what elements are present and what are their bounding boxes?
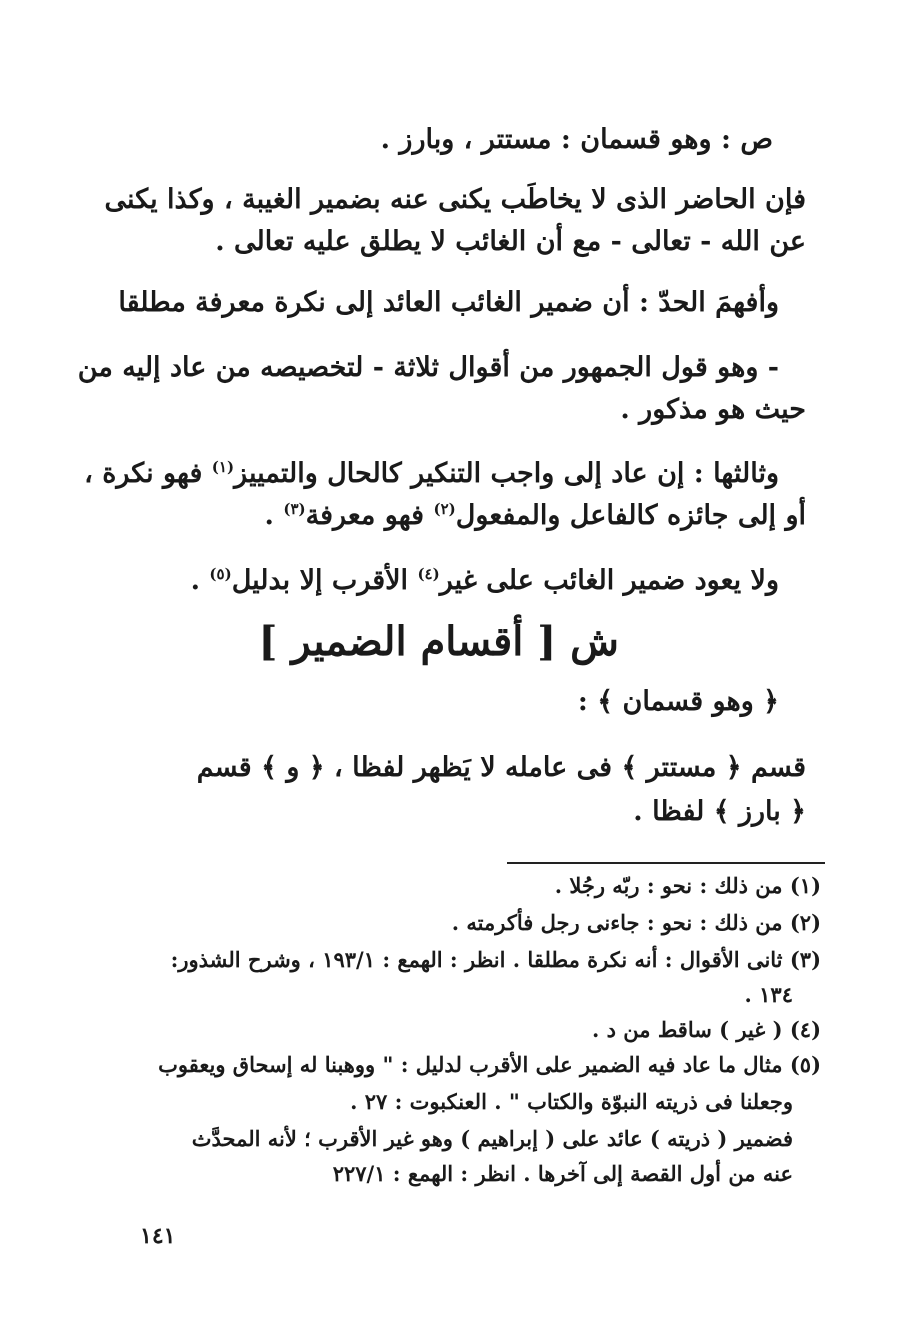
p5-text-c: . [190,565,200,596]
footnote-5-line-2: وجعلنا فى ذريته النبوّة والكتاب " . العنكبوت : ٢٧ . [350,1089,793,1114]
paragraph-7-line-2 [633,796,806,827]
p7-text-a: قسم [751,752,806,783]
footnote-5-line-4: عنه من أول القصة إلى آخرها . انظر : الهمع : ٢٢٧/١ [332,1161,793,1186]
paragraph-2-bold: وأفهمَ الحدّ [658,287,779,318]
p7-text-e: قسم [196,752,252,783]
footnote-ref-4: (٤) [417,565,440,583]
footnote-ref-2: (٢) [433,500,456,518]
p6-text: : [577,686,588,717]
paragraph-2 [118,287,779,318]
footnote-5-line-3: فضمير ( ذريته ) عائد على ( إبراهيم ) وهو غير الأقرب ؛ لأنه المحدَّث [191,1126,793,1151]
p4-text-a2: فهو نكرة ، [84,458,203,489]
p7-text-c: فى عامله لا يَظهر لفظا ، [334,752,613,783]
p7-text-g: لفظا . [633,796,705,827]
matn-marker: ص [740,124,773,155]
p7-bold-b: ﴿ مستتر ﴾ [621,752,742,783]
p5-bold: ولا يعود [694,565,779,596]
section-heading [258,618,619,665]
p4-text-b1: أو إلى جائزه كالفاعل والمفعول [455,500,806,531]
paragraph-4-line-2 [265,500,806,531]
footnote-divider [507,862,825,864]
footnote-ref-3: (٣) [283,500,306,518]
footnote-4: (٤) ( غير ) ساقط من د . [592,1017,821,1042]
paragraph-5 [191,565,779,596]
p4-text-b3: . [264,500,274,531]
text-line-1 [381,124,773,155]
paragraph-4-line-1 [84,458,779,489]
p4-text-a1: وثالثها : إن عاد إلى واجب التنكير كالحال والتمييز [234,458,779,489]
p5-text-b: الأقرب إلا بدليل [231,565,409,596]
paragraph-1-line-2: عن الله - تعالى - مع أن الغائب لا يطلق عليه تعالى . [215,226,806,257]
footnote-2: (٢) من ذلك : نحو : جاءنى رجل فأكرمته . [451,910,821,935]
paragraph-3-line-2: حيث هو مذكور . [620,394,806,425]
p6-bold: ﴿ وهو قسمان ﴾ [597,686,779,717]
paragraph-6 [578,686,779,717]
footnote-ref-5: (٥) [209,565,232,583]
footnote-3-line-1: (٣) ثانى الأقوال : أنه نكرة مطلقا . انظر : الهمع : ١٩٣/١ ، وشرح الشذور: [170,947,821,972]
sharh-marker: ش [570,618,619,665]
footnote-ref-1: (١) [211,458,235,476]
page-number: ١٤١ [140,1223,176,1249]
p4-text-b2: فهو معرفة [305,500,425,531]
footnote-5-line-1: (٥) مثال ما عاد فيه الضمير على الأقرب لدليل : " ووهبنا له إسحاق ويعقوب [158,1052,821,1077]
footnote-1: (١) من ذلك : نحو : ربّه رجُلا . [554,873,821,898]
paragraph-3-line-1: - وهو قول الجمهور من أقوال ثلاثة - لتخصيصه من عاد إليه من [77,352,779,383]
paragraph-1-line-1: فإن الحاضر الذى لا يخاطَب يكنى عنه بضمير الغيبة ، وكذا يكنى [104,184,806,215]
paragraph-2-text: : أن ضمير الغائب العائد إلى نكرة معرفة مطلقا [118,287,649,318]
footnote-3-line-2: ١٣٤ . [744,982,793,1007]
p5-text-a: ضمير الغائب على غير [439,565,686,596]
paragraph-7-line-1 [197,752,806,783]
section-title: [ أقسام الضمير ] [258,618,557,665]
p7-bold-d: ﴿ و ﴾ [261,752,325,783]
p7-bold-f: ﴿ بارز ﴾ [713,796,806,827]
text-line-1-body: : وهو قسمان : مستتر ، وبارز . [380,124,731,155]
